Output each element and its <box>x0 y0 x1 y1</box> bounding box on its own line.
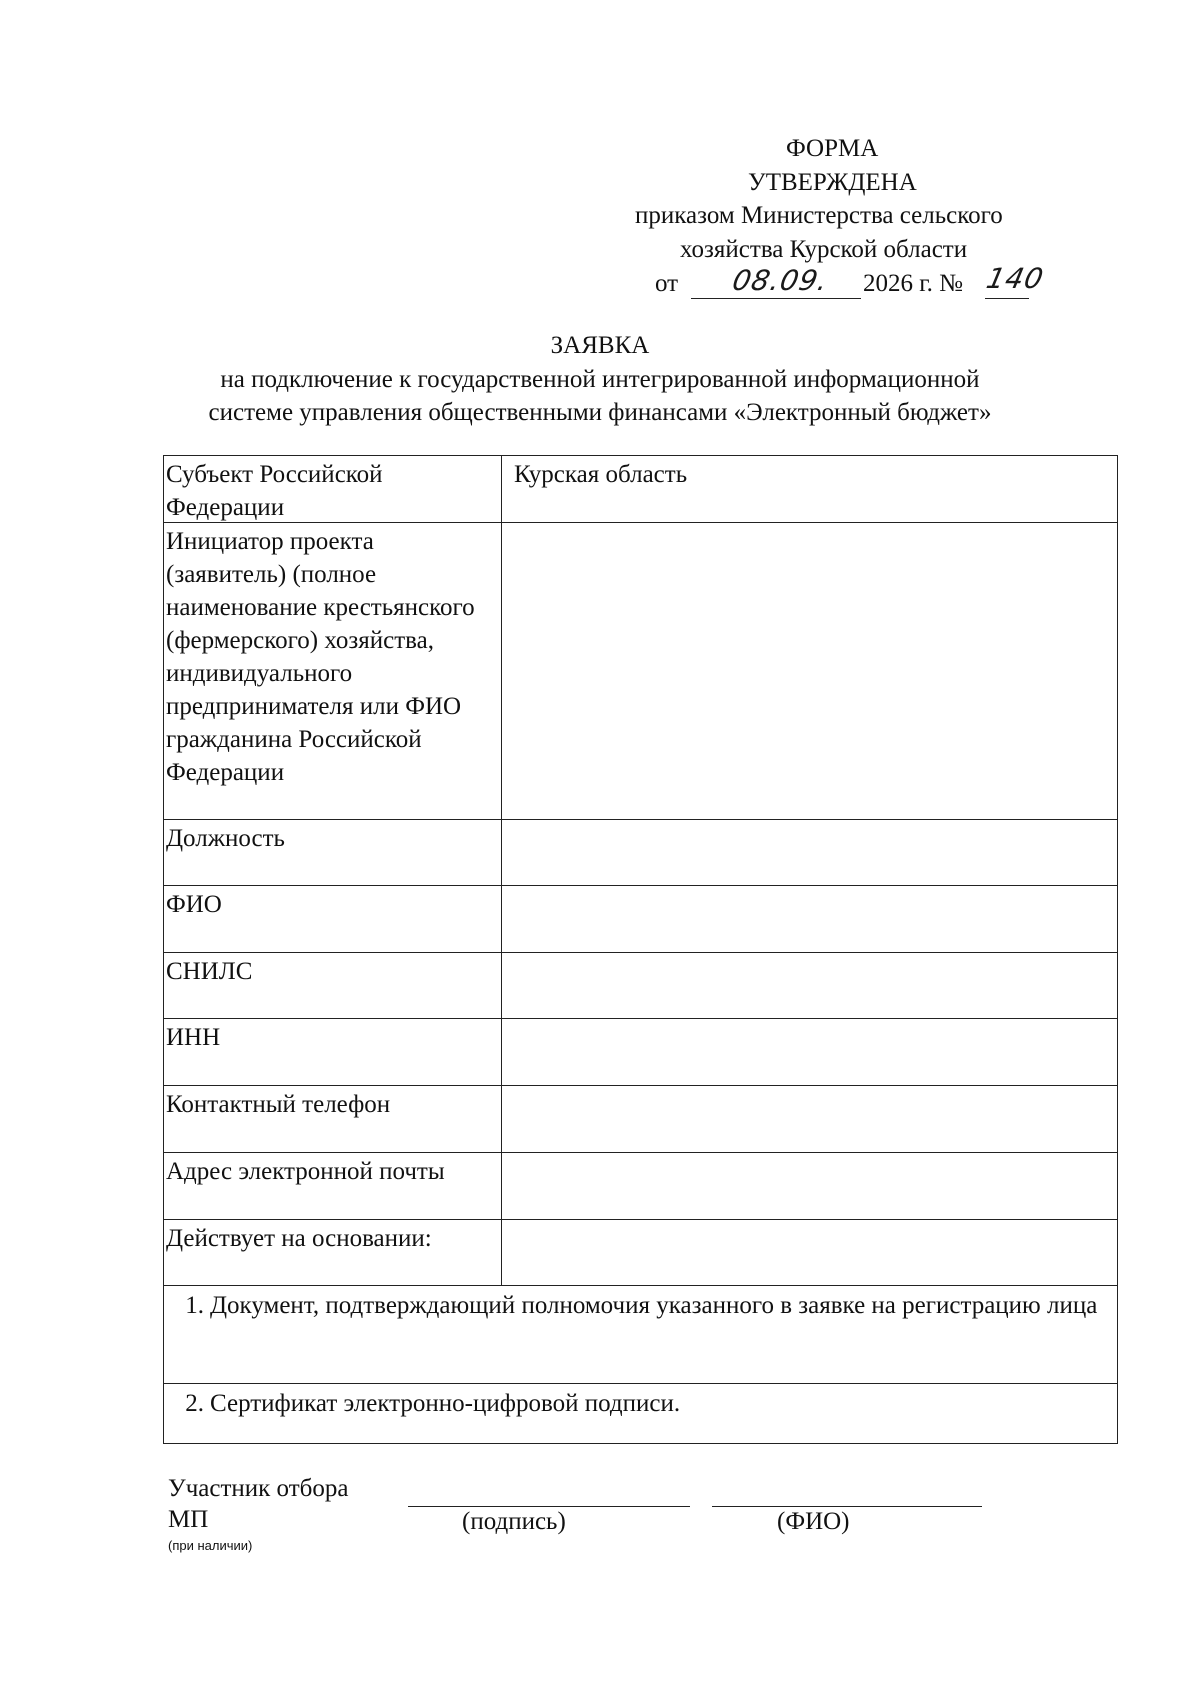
row-label-snils: СНИЛС <box>164 953 502 1018</box>
row-value-basis <box>502 1220 1117 1285</box>
table-row <box>164 1153 1117 1220</box>
row-value-phone <box>502 1086 1117 1152</box>
table-row <box>164 523 1117 820</box>
participant-label: Участник отбора <box>168 1475 349 1502</box>
stamp-note: (при наличии) <box>168 1538 253 1553</box>
name-caption: (ФИО) <box>777 1508 850 1535</box>
table-row <box>164 1086 1117 1153</box>
document-subtitle-line1: на подключение к государственной интегрированной информационной <box>220 366 980 393</box>
date-year-label: 2026 г. № <box>863 270 964 297</box>
table-row <box>164 820 1117 886</box>
approval-form-label: ФОРМА <box>786 135 879 162</box>
row-label-position: Должность <box>164 820 502 885</box>
row-value-inn <box>502 1019 1117 1085</box>
application-table <box>163 455 1118 1444</box>
approval-date-line <box>655 262 1115 302</box>
table-row <box>164 886 1117 953</box>
row-value-snils <box>502 953 1117 1018</box>
row-label-email: Адрес электронной почты <box>164 1153 502 1219</box>
attachment-text: Документ, подтверждающий полномочия указанного в заявке на регистрацию лица <box>210 1292 1098 1319</box>
approval-ministry-line: хозяйства Курской области <box>680 236 968 263</box>
row-value-position <box>502 820 1117 885</box>
row-label-basis: Действует на основании: <box>164 1220 502 1285</box>
table-row <box>164 953 1117 1019</box>
number-handwritten: 140 <box>983 262 1047 295</box>
table-row <box>164 1019 1117 1086</box>
signature-caption: (подпись) <box>462 1508 566 1535</box>
document-title: ЗАЯВКА <box>550 332 650 359</box>
attachment-row <box>164 1286 1117 1384</box>
row-value-email <box>502 1153 1117 1219</box>
row-value-applicant <box>502 523 1117 819</box>
row-label-full-name: ФИО <box>164 886 502 952</box>
date-handwritten: 08.09. <box>729 264 832 297</box>
date-prefix: от <box>655 270 679 297</box>
attachment-number: 1. <box>185 1292 204 1319</box>
row-label-region: Субъект Российской Федерации <box>164 456 502 522</box>
row-label-applicant: Инициатор проекта (заявитель) (полное наименование крестьянского (фермерского) хозяйства, индивидуального предпринимателя или ФИО гражданина Российской Федерации <box>164 523 502 819</box>
document-subtitle-line2: системе управления общественными финансами «Электронный бюджет» <box>208 399 992 426</box>
approval-order-line: приказом Министерства сельского <box>635 202 1003 229</box>
row-label-inn: ИНН <box>164 1019 502 1085</box>
row-value-region: Курская область <box>514 461 688 488</box>
table-row <box>164 1220 1117 1286</box>
row-value-full-name <box>502 886 1117 952</box>
attachment-row <box>164 1384 1117 1443</box>
attachment-text: Сертификат электронно-цифровой подписи. <box>210 1390 681 1417</box>
row-label-phone: Контактный телефон <box>164 1086 502 1152</box>
attachment-number: 2. <box>185 1390 204 1417</box>
approval-status-label: УТВЕРЖДЕНА <box>748 169 917 196</box>
stamp-label: МП <box>168 1506 209 1533</box>
table-row <box>164 456 1117 523</box>
